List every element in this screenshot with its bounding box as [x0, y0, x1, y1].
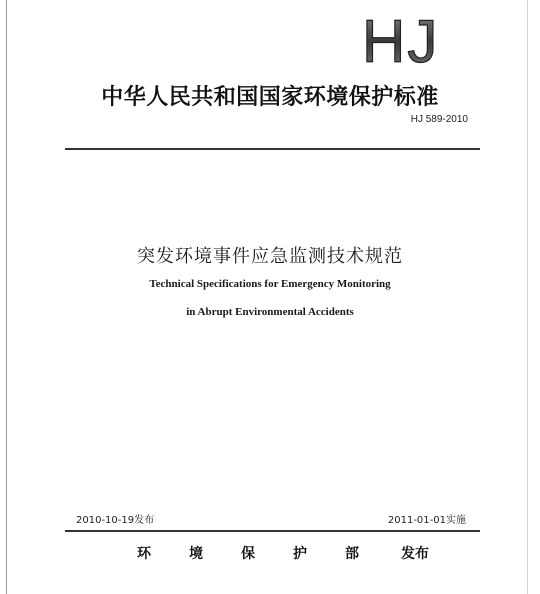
- issue-date: 2010-10-19发布: [76, 515, 155, 526]
- document-title-english-line2: in Abrupt Environmental Accidents: [186, 306, 354, 318]
- publisher-name: [137, 543, 359, 563]
- document-title-english-line1: Technical Specifications for Emergency Monitoring: [149, 278, 391, 290]
- hj-logo-icon: [358, 4, 468, 74]
- implementation-date: 2011-01-01实施: [387, 515, 466, 526]
- document-title-chinese: 突发环境事件应急监测技术规范: [137, 246, 403, 267]
- publisher-char: 保: [241, 546, 255, 562]
- standard-code: HJ 589-2010: [410, 114, 468, 125]
- publisher-issued-label: 发布: [401, 546, 429, 562]
- publisher-char: 护: [293, 546, 307, 562]
- header-divider: [65, 148, 480, 150]
- hj-logo-graphic: [358, 4, 468, 74]
- publisher-char: 部: [345, 546, 359, 562]
- organization-title: 中华人民共和国国家环境保护标准: [101, 85, 439, 110]
- logo-text: HJ: [362, 8, 440, 74]
- publisher-char: 环: [137, 546, 151, 562]
- publisher-char: 境: [189, 546, 203, 562]
- footer-divider: [65, 530, 480, 532]
